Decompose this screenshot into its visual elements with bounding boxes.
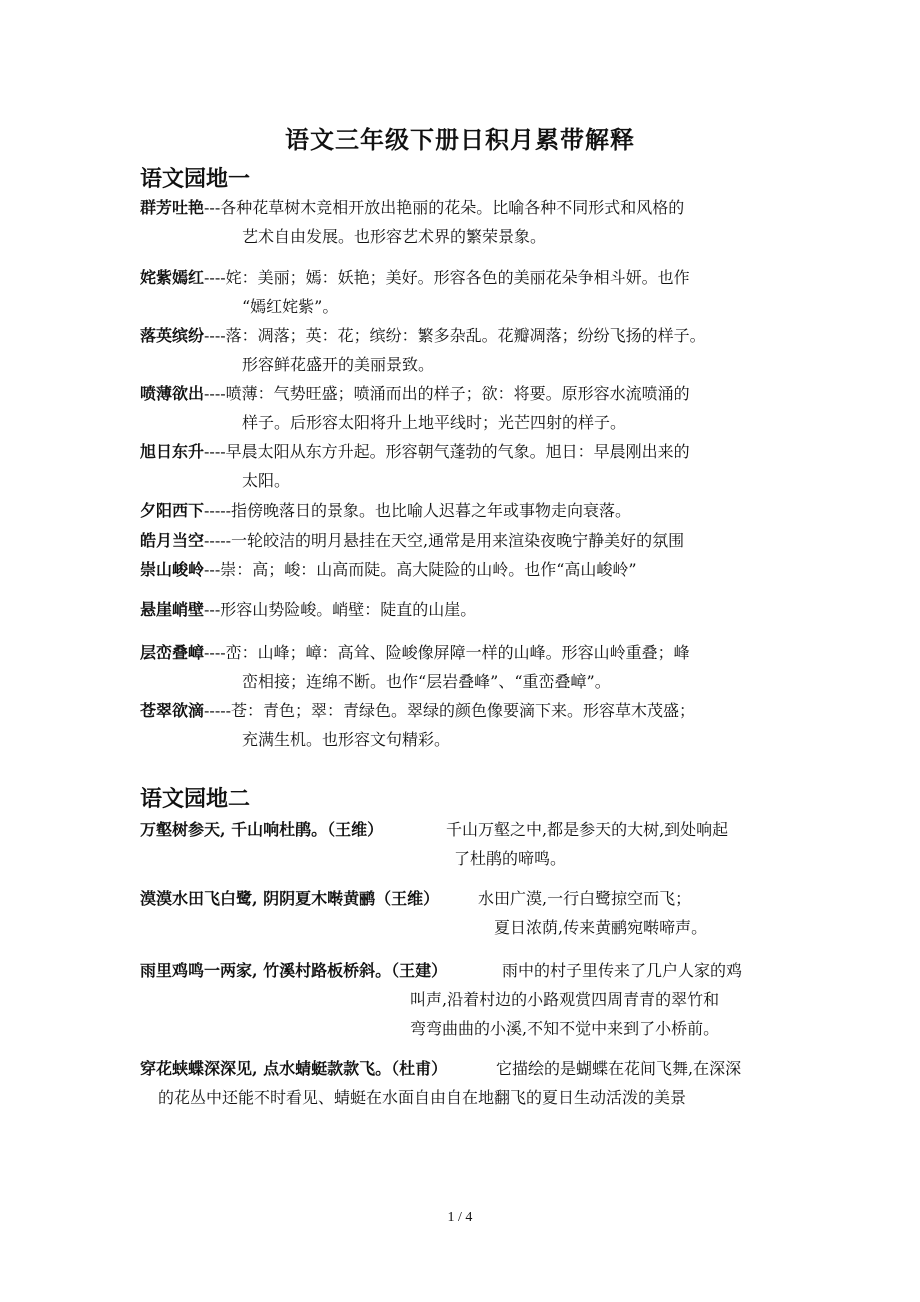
poem-entry [140,956,790,1038]
idiom-sep: --- [204,600,221,619]
idiom-def-line2: “嫣红姹紫”。 [242,297,339,316]
idiom-def-line2: 样子。后形容太阳将升上地平线时；光芒四射的样子。 [242,413,627,432]
idiom-term: 姹紫嫣红 [140,268,205,287]
idiom-def-line2: 峦相接；连绵不断。也作“层岩叠峰”、“重峦叠嶂”。 [242,672,611,691]
idiom-entry [140,595,790,624]
poem-verse: 穿花蛱蝶深深见, 点水蜻蜓款款飞。（杜甫） [140,1059,448,1078]
idiom-entry [140,638,790,691]
idiom-term: 夕阳西下 [140,501,205,520]
poem-entry [140,1054,790,1107]
idiom-entry [140,437,790,490]
idiom-sep: ---- [204,643,226,662]
idiom-entry [140,496,790,525]
idiom-entry [140,696,790,749]
idiom-term: 旭日东升 [140,442,205,461]
idiom-term: 皓月当空 [140,531,205,550]
idiom-sep: ---- [204,384,226,403]
idiom-def-line1: 形容山势险峻。峭壁：陡直的山崖。 [220,600,477,619]
idiom-term: 崇山峻岭 [140,560,205,579]
poem-explanation-line2: 夏日浓荫,传来黄鹂宛啭啼声。 [494,918,708,937]
poem-entry [140,815,790,868]
page-number: 1 / 4 [447,1210,473,1225]
idiom-def-line1: 早晨太阳从东方升起。形容朝气蓬勃的气象。旭日：早晨刚出来的 [225,442,690,461]
poem-explanation-line2: 了杜鹃的啼鸣。 [454,849,567,868]
idiom-term: 悬崖峭壁 [140,600,205,619]
idiom-def-line1: 喷薄：气势旺盛；喷涌而出的样子；欲：将要。原形容水流喷涌的 [225,384,690,403]
idiom-sep: ---- [204,442,226,461]
poem-verse: 雨里鸡鸣一两家, 竹溪村路板桥斜。（王建） [140,961,448,980]
idiom-def-line2: 太阳。 [242,471,291,490]
idiom-def-line2: 充满生机。也形容文句精彩。 [242,730,451,749]
idiom-def-line1: 一轮皎洁的明月悬挂在天空,通常是用来渲染夜晚宁静美好的氛围 [231,531,685,550]
idiom-term: 层峦叠嶂 [140,643,205,662]
idiom-def-line1: 姹：美丽；嫣：妖艳；美好。形容各色的美丽花朵争相斗妍。也作 [225,268,690,287]
idiom-entry [140,379,790,432]
poem-explanation-line1: 水田广漠,一行白鹭掠空而飞； [478,889,692,908]
poem-explanation-line1: 千山万壑之中,都是参天的大树,到处响起 [446,820,729,839]
idiom-def-line1: 各种花草树木竞相开放出艳丽的花朵。比喻各种不同形式和风格的 [220,198,685,217]
poem-verse: 漠漠水田飞白鹭, 阴阴夏木啭黄鹂（王维） [140,889,440,908]
idiom-entry [140,321,790,374]
idiom-sep: ----- [204,701,232,720]
poem-explanation-line1: 雨中的村子里传来了几户人家的鸡 [502,961,743,980]
idiom-def-line2: 形容鲜花盛开的美丽景致。 [242,355,435,374]
idiom-def-line2: 艺术自由发展。也形容艺术界的繁荣景象。 [242,227,547,246]
poem-explanation-line2: 叫声,沿着村边的小路观赏四周青青的翠竹和 [410,990,720,1009]
idiom-def-line1: 峦：山峰；嶂：高耸、险峻像屏障一样的山峰。形容山岭重叠；峰 [225,643,690,662]
idiom-entry [140,263,790,316]
idiom-term: 喷薄欲出 [140,384,205,403]
idiom-term: 苍翠欲滴 [140,701,205,720]
idiom-sep: ---- [204,326,226,345]
document-title: 语文三年级下册日积月累带解释 [285,125,635,154]
idiom-sep: --- [204,560,221,579]
idiom-def-line1: 落：凋落；英：花；缤纷：繁多杂乱。花瓣凋落；纷纷飞扬的样子。 [225,326,706,345]
idiom-term: 群芳吐艳 [140,198,205,217]
section-heading-1: 语文园地一 [140,166,251,192]
idiom-sep: ----- [204,501,232,520]
poem-entry [140,884,790,937]
idiom-def-line1: 苍：青色；翠：青绿色。翠绿的颜色像要滴下来。形容草木茂盛； [231,701,696,720]
idiom-entry [140,526,790,555]
idiom-sep: ----- [204,531,232,550]
idiom-term: 落英缤纷 [140,326,205,345]
section-heading-2: 语文园地二 [140,786,251,812]
idiom-entry [140,555,790,584]
idiom-sep: --- [204,198,221,217]
idiom-entry [140,193,790,246]
idiom-def-line1: 指傍晚落日的景象。也比喻人迟暮之年或事物走向衰落。 [231,501,632,520]
poem-verse: 万壑树参天, 千山响杜鹃。（王维） [140,820,384,839]
idiom-sep: ---- [204,268,226,287]
idiom-def-line1: 崇：高；峻：山高而陡。高大陡险的山岭。也作“高山峻岭” [220,560,637,579]
poem-explanation-line2: 的花丛中还能不时看见、蜻蜓在水面自由自在地翻飞的夏日生动活泼的美景 [158,1088,687,1107]
poem-explanation-line1: 它描绘的是蝴蝶在花间飞舞,在深深 [496,1059,742,1078]
poem-explanation-line3: 弯弯曲曲的小溪,不知不觉中来到了小桥前。 [410,1019,720,1038]
